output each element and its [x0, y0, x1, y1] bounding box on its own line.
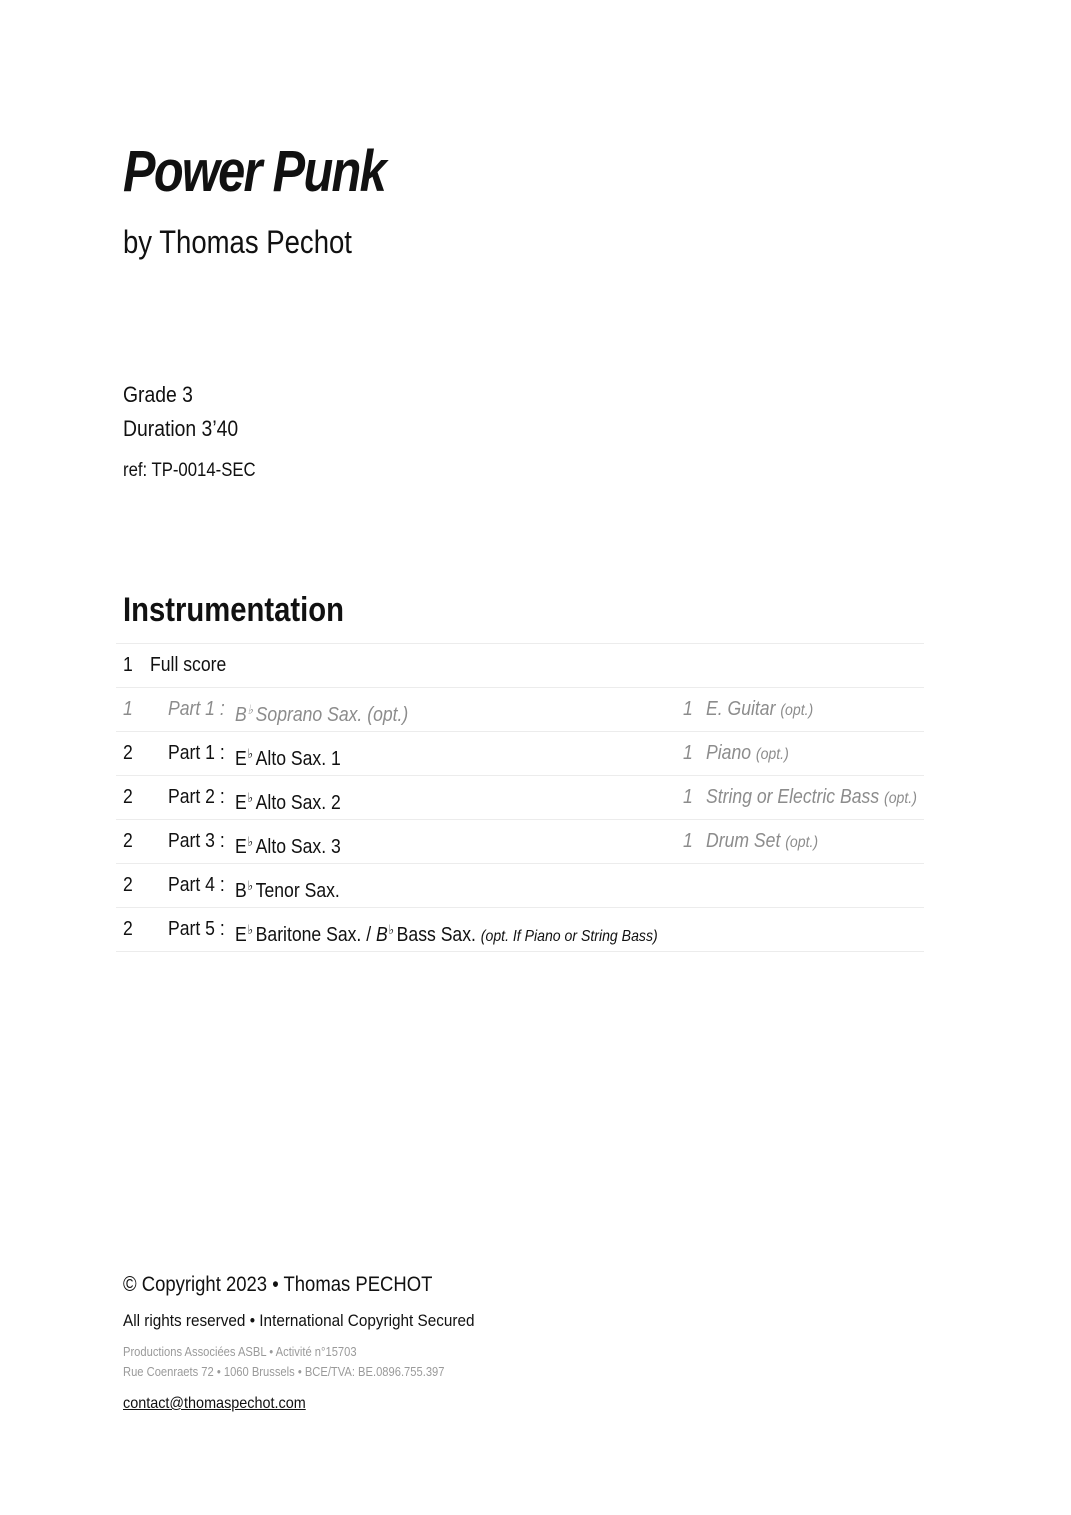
quantity: 2 — [123, 918, 133, 940]
instrument-name: E♭ Alto Sax. 1 — [235, 746, 341, 770]
table-row — [116, 908, 924, 952]
grade-label: Grade 3 — [123, 382, 193, 407]
table-row — [116, 776, 924, 820]
instrument-name: E. Guitar (opt.) — [706, 698, 814, 720]
flat-sign: ♭ — [247, 746, 254, 761]
copyright-notice: © Copyright 2023 • Thomas PECHOT — [123, 1273, 433, 1296]
instrument-name: E♭ Baritone Sax. / B♭ Bass Sax. (opt. If Piano or String Bass) — [235, 922, 658, 946]
table-row — [116, 688, 924, 732]
table-row — [116, 820, 924, 864]
part-label: Part 3 : — [168, 830, 225, 852]
quantity: 2 — [123, 830, 133, 852]
instrument-name: Drum Set (opt.) — [706, 830, 819, 852]
table-row — [116, 732, 924, 776]
part-label: Part 4 : — [168, 874, 225, 896]
flat-sign: ♭ — [247, 922, 254, 937]
composer-byline: by Thomas Pechot — [123, 224, 352, 260]
optional-note: (opt. If Piano or String Bass) — [480, 928, 658, 945]
instrument-name: B♭ Soprano Sax. (opt.) — [235, 702, 409, 726]
table-row — [116, 864, 924, 908]
part-label: Part 1 : — [168, 698, 225, 720]
page-title: Power Punk — [123, 139, 386, 204]
instrument-name: E♭ Alto Sax. 3 — [235, 834, 341, 858]
flat-sign: ♭ — [388, 922, 395, 937]
instrument-name: B♭ Tenor Sax. — [235, 878, 340, 902]
quantity: 2 — [123, 786, 133, 808]
instrumentation-heading: Instrumentation — [123, 591, 344, 629]
instrument-name: Piano (opt.) — [706, 742, 789, 764]
quantity: 2 — [123, 742, 133, 764]
quantity: 1 — [683, 830, 693, 852]
quantity: 1 — [683, 786, 693, 808]
quantity: 2 — [123, 874, 133, 896]
instrument-name: String or Electric Bass (opt.) — [706, 786, 917, 808]
duration-label: Duration 3’40 — [123, 416, 239, 441]
quantity: 1 — [123, 654, 133, 676]
part-label: Part 5 : — [168, 918, 225, 940]
quantity: 1 — [123, 698, 133, 720]
contact-email-link[interactable]: contact@thomaspechot.com — [123, 1395, 306, 1412]
flat-sign: ♭ — [247, 878, 254, 893]
publisher-line: Productions Associées ASBL • Activité n°15703 — [123, 1344, 357, 1359]
part-label: Part 2 : — [168, 786, 225, 808]
rights-notice: All rights reserved • International Copyright Secured — [123, 1311, 475, 1330]
reference-code: ref: TP-0014-SEC — [123, 460, 256, 481]
address-line: Rue Coenraets 72 • 1060 Brussels • BCE/TVA: BE.0896.755.397 — [123, 1364, 445, 1379]
quantity: 1 — [683, 742, 693, 764]
flat-sign: ♭ — [247, 702, 254, 717]
instrument-name: E♭ Alto Sax. 2 — [235, 790, 341, 814]
table-row — [116, 644, 924, 688]
quantity: 1 — [683, 698, 693, 720]
part-label: Part 1 : — [168, 742, 225, 764]
instrumentation-table — [116, 643, 924, 952]
flat-sign: ♭ — [247, 790, 254, 805]
instrument-name: Full score — [150, 654, 227, 676]
flat-sign: ♭ — [247, 834, 254, 849]
